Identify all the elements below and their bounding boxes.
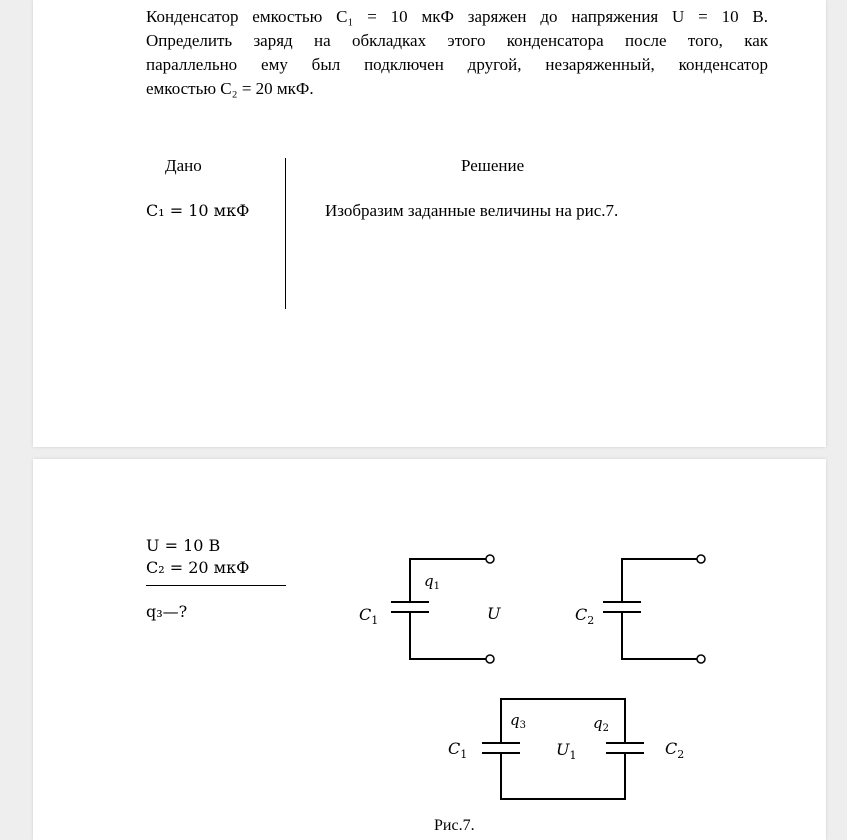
problem-line-1: Конденсатор емкостью C₁ = 10 мкФ заряжен до напряжения U = 10 В. <box>146 7 768 26</box>
given-u: U = 10 В <box>146 536 221 555</box>
solution-text: Изобразим заданные величины на рис.7. <box>325 201 619 220</box>
terminal-1-top <box>486 555 494 563</box>
page-1 <box>33 0 826 447</box>
terminal-1-bottom <box>486 655 494 663</box>
solution-header: Решение <box>461 156 525 175</box>
circuit-figure <box>33 459 826 840</box>
given-c1: C₁ = 10 мкФ <box>146 201 250 220</box>
terminal-2-bottom <box>697 655 705 663</box>
label-q3: $q_3$ <box>510 711 526 731</box>
problem-statement <box>146 5 768 101</box>
page-2 <box>33 459 826 840</box>
label-c2: $C_2$ <box>575 605 595 627</box>
terminal-2-top <box>697 555 705 563</box>
label-q2: $q_2$ <box>593 714 609 734</box>
label-u: U <box>487 604 501 623</box>
label-c2-parallel: $C_2$ <box>665 739 685 761</box>
find-q3: q₃—? <box>146 602 188 621</box>
problem-line-3: параллельно ему был подключен другой, незаряженный, конденсатор <box>146 55 768 74</box>
figure-caption: Рис.7. <box>434 817 475 834</box>
label-q1: $q_1$ <box>424 572 440 592</box>
problem-line-2: Определить заряд на обкладках этого конденсатора после того, как <box>146 31 768 50</box>
circuit-c1-source <box>391 559 486 659</box>
given-c2: C₂ = 20 мкФ <box>146 558 250 577</box>
circuit-c2-uncharged <box>603 559 697 659</box>
label-c1-parallel: $C_1$ <box>448 739 468 761</box>
given-header: Дано <box>165 156 202 175</box>
problem-line-4: емкостью C₂ = 20 мкФ. <box>146 79 314 98</box>
column-divider <box>285 158 286 309</box>
label-c1: $C_1$ <box>359 605 379 627</box>
label-u1: $U_1$ <box>556 740 577 762</box>
